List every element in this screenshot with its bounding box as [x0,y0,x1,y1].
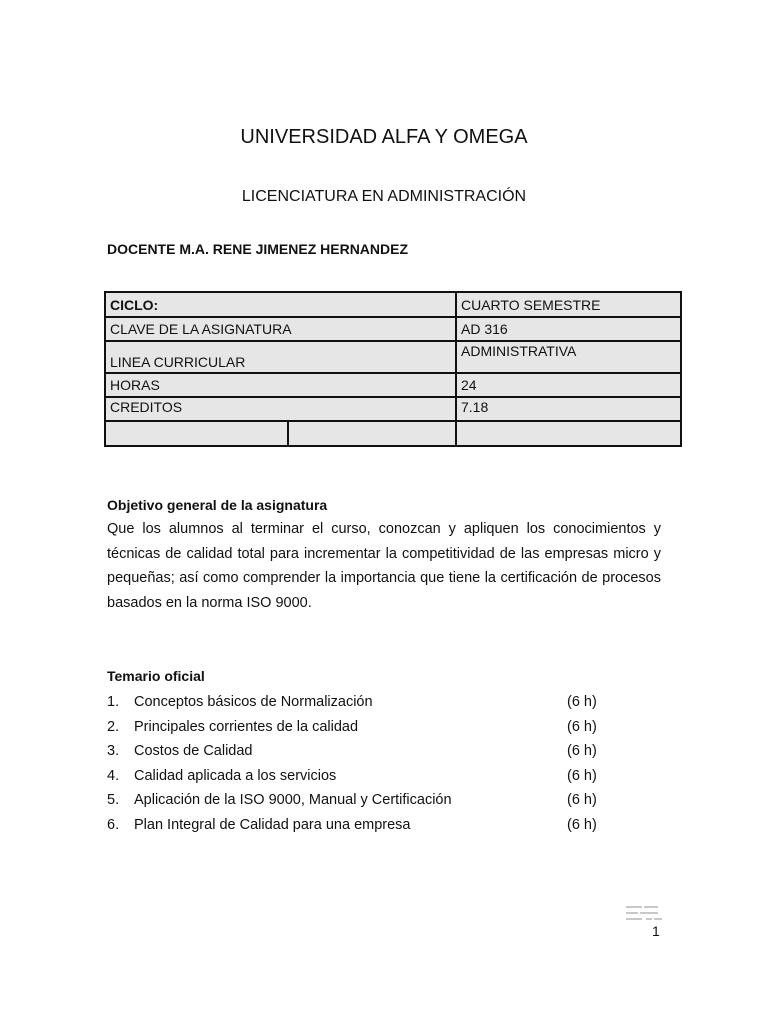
objetivo-heading: Objetivo general de la asignatura [107,497,328,513]
list-item [107,788,627,813]
table-label-cell: CLAVE DE LA ASIGNATURA [105,317,456,341]
course-info-table [104,291,682,447]
list-item [107,764,627,789]
empty-cell [288,421,456,446]
document-subtitle: LICENCIATURA EN ADMINISTRACIÓN [241,188,527,205]
table-value-cell: 7.18 [456,397,681,421]
item-topic: Costos de Calidad [134,743,253,759]
empty-cell [105,421,288,446]
item-number: 5. [107,792,120,808]
table-value-cell: ADMINISTRATIVA [456,341,681,373]
table-row [105,341,681,373]
table-label-cell: LINEA CURRICULAR [105,341,456,373]
item-topic: Aplicación de la ISO 9000, Manual y Certificación [134,792,452,808]
table-row [105,397,681,421]
page-number: 1 [652,923,660,939]
table-row [105,292,681,317]
item-topic: Plan Integral de Calidad para una empresa [134,816,411,833]
item-number: 4. [107,767,120,784]
temario-list [107,690,627,837]
item-number: 2. [107,718,120,735]
temario-heading: Temario oficial [107,668,205,684]
list-item [107,690,627,715]
objetivo-paragraph: Que los alumnos al terminar el curso, conozcan y apliquen los conocimientos y técnicas de calidad total para incrementar la competitividad de las empresas micro y pequeñas; así como comprender la importancia que tiene la certificación de procesos basados en la norma ISO 9000. [107,521,661,611]
table-label-cell: CREDITOS [105,397,456,421]
item-hours: (6 h) [567,792,597,808]
document-title: UNIVERSIDAD ALFA Y OMEGA [240,126,528,148]
item-hours: (6 h) [567,767,597,784]
empty-cell [456,421,681,446]
item-hours: (6 h) [567,694,597,710]
table-row [105,373,681,397]
table-value-cell: 24 [456,373,681,397]
list-item [107,715,627,740]
table-row-empty [105,421,681,446]
stacked-lines-logo-icon [626,904,662,922]
item-topic: Calidad aplicada a los servicios [134,767,337,784]
docente-line: DOCENTE M.A. RENE JIMENEZ HERNANDEZ [107,241,409,257]
table-value-cell: CUARTO SEMESTRE [456,292,681,317]
item-number: 3. [107,743,120,759]
list-item [107,739,627,764]
item-topic: Principales corrientes de la calidad [134,718,359,735]
table-label-cell: HORAS [105,373,456,397]
list-item [107,813,627,838]
item-hours: (6 h) [567,816,597,833]
table-row [105,317,681,341]
item-hours: (6 h) [567,718,597,735]
table-label-cell: CICLO: [105,292,456,317]
table-value-cell: AD 316 [456,317,681,341]
item-number: 6. [107,816,120,833]
item-number: 1. [107,694,120,710]
item-topic: Conceptos básicos de Normalización [134,694,373,710]
item-hours: (6 h) [567,743,597,759]
